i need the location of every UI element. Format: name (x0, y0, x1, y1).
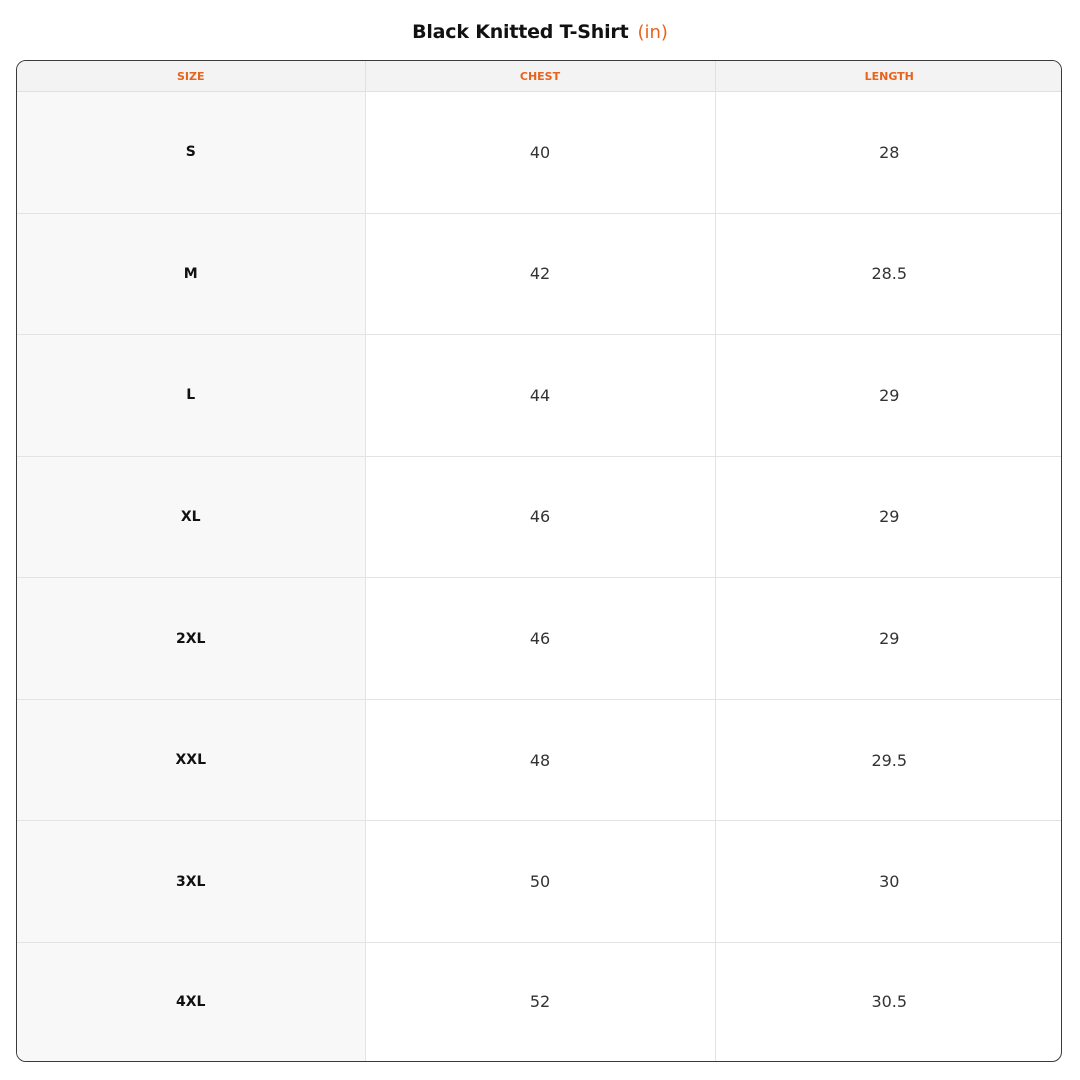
size-cell: L (17, 335, 365, 457)
chest-cell: 46 (365, 456, 715, 578)
chest-cell: 50 (365, 821, 715, 943)
chest-cell: 42 (365, 213, 715, 335)
length-cell: 30.5 (871, 992, 908, 1012)
chest-cell: 48 (365, 699, 715, 821)
column-header-chest: CHEST (365, 61, 715, 92)
table-row (17, 92, 1062, 214)
table-row (17, 456, 1062, 578)
chest-cell: 46 (365, 578, 715, 700)
column-header-size: SIZE (17, 61, 365, 92)
chest-cell: 52 (365, 942, 715, 1061)
table-row (17, 335, 1062, 457)
chest-cell: 44 (365, 335, 715, 457)
size-cell: XL (17, 456, 365, 578)
table-header-row (17, 61, 1062, 92)
chest-cell: 40 (365, 92, 715, 214)
table-row (17, 699, 1062, 821)
length-cell: 29 (715, 335, 1062, 457)
product-title: Black Knitted T-Shirt (412, 21, 629, 43)
length-cell: 30 (715, 821, 1062, 943)
size-cell: 4XL (17, 942, 365, 1061)
table-row (17, 821, 1062, 943)
table-row (17, 578, 1062, 700)
unit-label: (in) (637, 21, 668, 43)
length-cell: 28 (715, 92, 1062, 214)
size-cell: XXL (17, 699, 365, 821)
length-cell: 29.5 (715, 699, 1062, 821)
title-row (0, 14, 1080, 50)
size-cell: 3XL (17, 821, 365, 943)
table-row (17, 213, 1062, 335)
column-header-length: LENGTH (715, 61, 1062, 92)
size-cell: M (17, 213, 365, 335)
size-cell: 2XL (17, 578, 365, 700)
length-cell: 29 (715, 456, 1062, 578)
size-table (17, 61, 1062, 1061)
size-cell: S (17, 92, 365, 214)
length-cell: 28.5 (715, 213, 1062, 335)
size-table-container (16, 60, 1062, 1062)
table-row (17, 942, 1062, 1061)
length-cell: 29 (715, 578, 1062, 700)
